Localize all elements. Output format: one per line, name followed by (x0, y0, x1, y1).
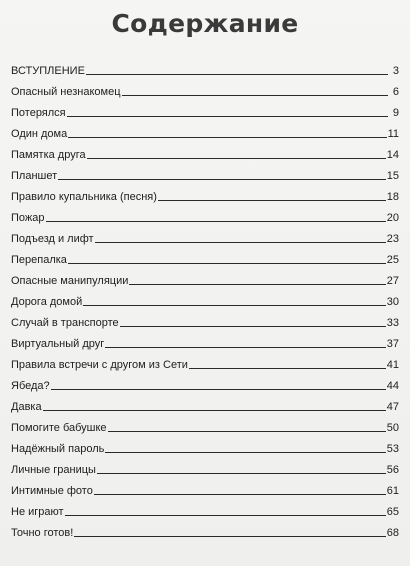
toc-entry (11, 77, 399, 98)
toc-leader-line (129, 284, 385, 285)
toc-entry (11, 413, 399, 434)
toc-entry (11, 308, 399, 329)
toc-entry (11, 182, 399, 203)
toc-entry (11, 98, 399, 119)
toc-entry-page: 27 (386, 275, 399, 287)
table-of-contents (11, 56, 399, 539)
toc-entry (11, 119, 399, 140)
toc-entry-title: Давка (11, 401, 42, 413)
toc-entry-title: Опасные манипуляции (11, 275, 129, 287)
toc-entry-title: Не играют (11, 506, 64, 518)
toc-entry-title: Помогите бабушке (11, 422, 107, 434)
toc-entry-page: 56 (386, 464, 399, 476)
toc-entry (11, 371, 399, 392)
toc-leader-line (86, 74, 388, 75)
toc-entry (11, 518, 399, 539)
toc-leader-line (158, 200, 386, 201)
toc-leader-line (74, 536, 385, 537)
toc-entry-page: 15 (386, 170, 399, 182)
toc-entry-page: 14 (386, 149, 399, 161)
toc-entry-page: 30 (386, 296, 399, 308)
toc-entry-page: 11 (387, 128, 399, 140)
toc-leader-line (68, 137, 386, 138)
toc-leader-line (65, 515, 386, 516)
toc-entry-title: Правила встречи с другом из Сети (11, 359, 188, 371)
toc-entry (11, 56, 399, 77)
toc-entry (11, 245, 399, 266)
toc-entry-page: 9 (392, 107, 399, 119)
toc-entry-page: 6 (392, 86, 399, 98)
toc-entry-title: Потерялся (11, 107, 66, 119)
toc-entry-page: 65 (386, 506, 399, 518)
toc-entry-page: 25 (386, 254, 399, 266)
toc-entry-title: Случай в транспорте (11, 317, 119, 329)
toc-leader-line (94, 494, 386, 495)
toc-leader-line (189, 368, 386, 369)
toc-leader-line (95, 242, 386, 243)
toc-entry (11, 476, 399, 497)
toc-entry (11, 203, 399, 224)
toc-entry-title: ВСТУПЛЕНИЕ (11, 65, 85, 77)
toc-entry-title: Ябеда? (11, 380, 50, 392)
toc-leader-line (120, 326, 386, 327)
toc-entry (11, 287, 399, 308)
toc-entry (11, 224, 399, 245)
toc-leader-line (122, 95, 388, 96)
toc-entry-page: 37 (386, 338, 399, 350)
toc-entry-title: Точно готов! (11, 527, 74, 539)
toc-entry (11, 434, 399, 455)
toc-leader-line (108, 431, 386, 432)
toc-entry-title: Интимные фото (11, 485, 93, 497)
toc-entry-title: Личные границы (11, 464, 96, 476)
toc-entry (11, 350, 399, 371)
toc-entry (11, 497, 399, 518)
toc-leader-line (46, 221, 386, 222)
toc-entry (11, 392, 399, 413)
toc-entry-page: 47 (386, 401, 399, 413)
toc-entry (11, 161, 399, 182)
toc-entry-title: Виртуальный друг (11, 338, 105, 350)
toc-leader-line (105, 452, 385, 453)
toc-leader-line (43, 410, 386, 411)
toc-leader-line (67, 116, 388, 117)
toc-entry-page: 41 (386, 359, 399, 371)
toc-entry (11, 329, 399, 350)
toc-leader-line (68, 263, 386, 264)
toc-entry-page: 23 (386, 233, 399, 245)
toc-entry-title: Пожар (11, 212, 45, 224)
toc-leader-line (87, 158, 386, 159)
toc-leader-line (97, 473, 386, 474)
toc-entry-page: 3 (392, 65, 399, 77)
toc-leader-line (58, 179, 386, 180)
toc-entry-title: Памятка друга (11, 149, 86, 161)
toc-entry (11, 455, 399, 476)
toc-leader-line (83, 305, 386, 306)
toc-entry-page: 44 (386, 380, 399, 392)
toc-entry-title: Опасный незнакомец (11, 86, 121, 98)
toc-entry-title: Дорога домой (11, 296, 83, 308)
toc-entry-title: Подъезд и лифт (11, 233, 94, 245)
toc-entry-page: 20 (386, 212, 399, 224)
toc-entry-title: Один дома (11, 128, 68, 140)
page-title: Содержание (111, 9, 299, 38)
toc-entry-page: 18 (386, 191, 399, 203)
toc-leader-line (105, 347, 385, 348)
toc-entry-title: Правило купальника (песня) (11, 191, 157, 203)
toc-entry-page: 33 (386, 317, 399, 329)
toc-entry-title: Надёжный пароль (11, 443, 105, 455)
toc-entry (11, 266, 399, 287)
toc-entry-page: 50 (386, 422, 399, 434)
toc-entry-page: 53 (386, 443, 399, 455)
toc-entry-title: Планшет (11, 170, 58, 182)
toc-entry-page: 68 (386, 527, 399, 539)
toc-entry-page: 61 (386, 485, 399, 497)
toc-entry-title: Перепалка (11, 254, 67, 266)
toc-leader-line (51, 389, 386, 390)
toc-entry (11, 140, 399, 161)
